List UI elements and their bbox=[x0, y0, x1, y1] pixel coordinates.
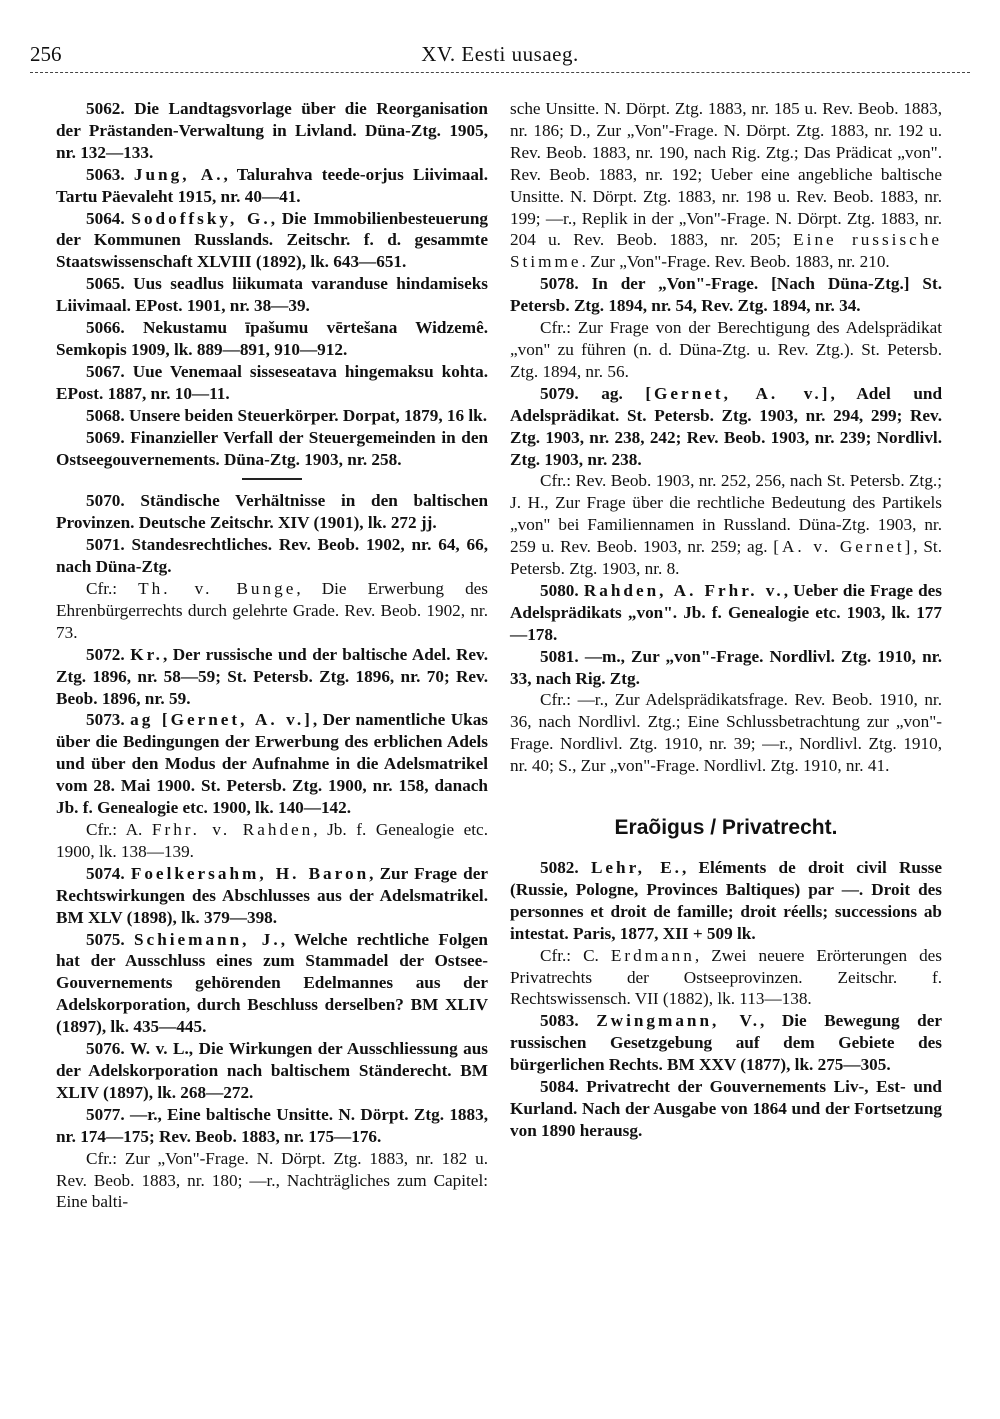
cross-reference-5073: Cfr.: A. Frhr. v. Rahden, Jb. f. Genealogie etc. 1900, lk. 138—139. bbox=[56, 820, 488, 861]
entry-5078: 5078. In der „Von"-Frage. [Nach Düna-Ztg.] St. Petersb. Ztg. 1894, nr. 54, Rev. Ztg. 1894, nr. 34. bbox=[510, 274, 942, 316]
cross-reference-5078: Cfr.: Zur Frage von der Berechtigung des Adelsprädikat „von" zu führen (n. d. Düna-Ztg. u. Rev. Ztg.). St. Petersb. Ztg. 1894, nr. 56. bbox=[510, 318, 942, 381]
entry-5075: 5075. Schiemann, J., Welche rechtliche Folgen hat der Ausschluss eines zum Stammadel der Ostsee-Gouvernements gehörenden Edelmannes aus der Adelskorporation, durch Beschluss derselben? BM XLIV (1897), lk. 435—445. bbox=[56, 929, 488, 1037]
page-header bbox=[30, 40, 970, 73]
right-column bbox=[510, 98, 942, 1142]
cross-reference-5079: Cfr.: Rev. Beob. 1903, nr. 252, 256, nach St. Petersb. Ztg.; J. H., Zur Frage über die rechtliche Bedeutung des Partikels „von" bei Familiennamen in Russland. Düna-Ztg. 1903, nr. 259 u. Rev. Beob. 1903, nr. 259; ag. [A. v. Gernet], St. Petersb. Ztg. 1903, nr. 8. bbox=[510, 471, 942, 579]
entry-5066: 5066. Nekustamu īpašumu vērtešana Widzemê. Semkopis 1909, lk. 889—891, 910—912. bbox=[56, 318, 488, 359]
entry-5084: 5084. Privatrecht der Gouvernements Liv-, Est- und Kurland. Nach der Ausgabe von 1864 und der Fortsetzung von 1890 herausg. bbox=[510, 1077, 942, 1140]
entry-5069: 5069. Finanzieller Verfall der Steuergemeinden in den Ostseegouvernements. Düna-Ztg. 1903, nr. 258. bbox=[56, 427, 489, 469]
entry-5082: 5082. Lehr, E., Eléments de droit civil Russe (Russie, Pologne, Provinces Baltiques) par —. Droit des personnes et droit de famille; droit réells; successions ab intestat. Paris, 1877, XII + 509 lk. bbox=[510, 858, 943, 943]
entry-5065: 5065. Uus seadlus liikumata varanduse hindamiseks Liivimaal. EPost. 1901, nr. 38—39. bbox=[56, 274, 488, 316]
entry-5083: 5083. Zwingmann, V., Die Bewegung der russischen Gesetzgebung auf dem Gebiete des bürgerlichen Rechts. BM XXV (1877), lk. 275—305. bbox=[510, 1011, 942, 1075]
entry-5074: 5074. Foelkersahm, H. Baron, Zur Frage der Rechtswirkungen des Abschlusses aus der Adelsmatrikel. BM XLV (1898), lk. 379—398. bbox=[56, 863, 488, 927]
cross-reference-5077-continued: sche Unsitte. N. Dörpt. Ztg. 1883, nr. 185 u. Rev. Beob. 1883, nr. 186; D., Zur „Von"-Frage. N. Dörpt. Ztg. 1883, nr. 192 u. Rev. Beob. 1883, nr. 190, nach Rig. Ztg.; Das Prädicat „von". Rev. Beob. 1883, nr. 192; Ueber eine angebliche baltische Unsitte. N. Dörpt. Ztg. 1883, nr. 198 u. Rev. Beob. 1883, nr. 199; —r., Replik in der „Von"-Frage. N. Dörpt. Ztg. 1883, nr. 204 u. Rev. Beob. 1883, nr. 205; Eine russische Stimme. Zur „Von"-Frage. Rev. Beob. 1883, nr. 210. bbox=[510, 99, 942, 272]
cross-reference-5077: Cfr.: Zur „Von"-Frage. N. Dörpt. Ztg. 1883, nr. 182 u. Rev. Beob. 1883, nr. 180; —r., Nachträgliches zum Capitel: Eine balti- bbox=[56, 1148, 488, 1212]
entry-5068: 5068. Unsere beiden Steuerkörper. Dorpat, 1879, 16 lk. bbox=[86, 405, 488, 425]
section-divider bbox=[242, 478, 302, 480]
entry-5071: 5071. Standesrechtliches. Rev. Beob. 1902, nr. 64, 66, nach Düna-Ztg. bbox=[56, 535, 489, 577]
entry-5064: 5064. Sodoffsky, G., Die Immobilienbesteuerung der Kommunen Russlands. Zeitschr. f. d. gesammte Staatswissenschaft XLVIII (1892), lk. 643—651. bbox=[56, 208, 489, 272]
entry-5079: 5079. ag. [Gernet, A. v.], Adel und Adelsprädikat. St. Petersb. Ztg. 1903, nr. 294, 299; Rev. Ztg. 1903, nr. 238, 242; Rev. Beob. 1903, nr. 239; Nordlivl. Ztg. 1903, nr. 238. bbox=[510, 383, 943, 469]
cross-reference-5082: Cfr.: C. Erdmann, Zwei neuere Erörterungen des Privatrechts der Ostseeprovinzen. Zeitschr. f. Rechtswissensch. VII (1882), lk. 113—138. bbox=[510, 945, 942, 1009]
section-heading: Eraõigus / Privatrecht. bbox=[614, 816, 838, 840]
cross-reference-5081: Cfr.: —r., Zur Adelsprädikatsfrage. Rev. Beob. 1910, nr. 36, nach Nordlivl. Ztg.; Eine Schlussbetrachtung zur „von"-Frage. Nordlivl. Ztg. 1910, nr. 39; —r., Nordlivl. Ztg. 1910, nr. 40; S., Zur „von"-Frage. Nordlivl. Ztg. 1910, nr. 41. bbox=[510, 690, 942, 776]
running-title: XV. Eesti uusaeg. bbox=[421, 42, 579, 66]
entry-5062: 5062. Die Landtagsvorlage über die Reorganisation der Prästanden-Verwaltung in Livland. Düna-Ztg. 1905, nr. 132—133. bbox=[56, 99, 488, 162]
entry-5081: 5081. —m., Zur „von"-Frage. Nordlivl. Ztg. 1910, nr. 33, nach Rig. Ztg. bbox=[510, 646, 942, 688]
page-number: 256 bbox=[30, 42, 62, 66]
entry-5063: 5063. Jung, A., Talurahva teede-orjus Liivimaal. Tartu Päevaleht 1915, nr. 40—41. bbox=[56, 164, 488, 206]
entry-5080: 5080. Rahden, A. Frhr. v., Ueber die Frage des Adelsprädikats „von". Jb. f. Genealogie etc. 1903, lk. 177—178. bbox=[510, 580, 943, 644]
entry-5067: 5067. Uue Venemaal sisseseatava hingemaksu kohta. EPost. 1887, nr. 10—11. bbox=[56, 361, 489, 403]
entry-5073: 5073. ag [Gernet, A. v.], Der namentliche Ukas über die Bedingungen der Erwerbung des erblichen Adels und über den Modus der Aufnahme in die Adelsmatrikel vom 28. Mai 1900. St. Petersb. Ztg. 1900, nr. 158, danach Jb. f. Genealogie etc. 1900, lk. 140—142. bbox=[56, 710, 488, 818]
left-column bbox=[56, 98, 488, 1213]
entry-5076: 5076. W. v. L., Die Wirkungen der Ausschliessung aus der Adelskorporation nach baltischem Ständerecht. BM XLIV (1897), lk. 268—272. bbox=[56, 1039, 488, 1102]
cross-reference-5071: Cfr.: Th. v. Bunge, Die Erwerbung des Ehrenbürgerrechts durch gelehrte Grade. Rev. Beob. 1902, nr. 73. bbox=[56, 579, 488, 642]
entry-5077: 5077. —r., Eine baltische Unsitte. N. Dörpt. Ztg. 1883, nr. 174—175; Rev. Beob. 1883, nr. 175—176. bbox=[56, 1104, 489, 1146]
entry-5070: 5070. Ständische Verhältnisse in den baltischen Provinzen. Deutsche Zeitschr. XIV (1901), lk. 272 jj. bbox=[56, 491, 489, 533]
entry-5072: 5072. Kr., Der russische und der baltische Adel. Rev. Ztg. 1896, nr. 58—59; St. Petersb. Ztg. 1896, nr. 70; Rev. Beob. 1896, nr. 59. bbox=[56, 644, 489, 708]
